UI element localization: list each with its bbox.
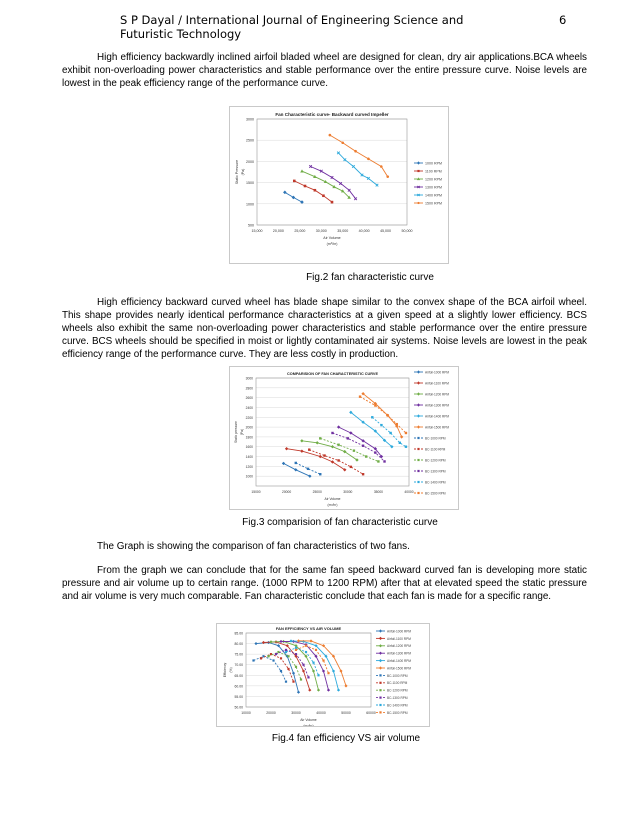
paragraph-conclusion: From the graph we can conclude that for the same fan speed backward curved fan is developing more static pressure and air volume up to certain range. (1000 RPM to 1200 RPM) after that at elevated speed the static pressure and air volume is very much comparable. Fan characteristic conclude that each fan is made for a specific range. bbox=[62, 565, 587, 602]
data-point bbox=[417, 381, 420, 384]
y-tick-label: 3000 bbox=[245, 376, 253, 381]
legend-label: Airfoil-1100 RPM bbox=[425, 381, 449, 386]
data-point bbox=[304, 185, 307, 188]
data-point bbox=[379, 682, 381, 684]
series-bc-1200-rpm bbox=[267, 651, 302, 681]
data-point bbox=[386, 175, 389, 178]
x-tick-label: 40,000 bbox=[358, 229, 370, 233]
data-point bbox=[337, 444, 339, 446]
data-point bbox=[254, 642, 257, 645]
data-point bbox=[417, 425, 420, 428]
data-point bbox=[337, 152, 340, 155]
data-point bbox=[380, 165, 383, 168]
data-point bbox=[280, 657, 282, 659]
data-point bbox=[294, 468, 297, 471]
data-point bbox=[417, 459, 419, 461]
data-point bbox=[287, 655, 289, 657]
data-point bbox=[417, 448, 419, 450]
x-tick-label: 40000 bbox=[404, 490, 414, 494]
data-point bbox=[379, 704, 381, 706]
legend-label: BC-1200 RPM bbox=[387, 688, 408, 693]
data-point bbox=[350, 466, 352, 468]
series-1400-rpm bbox=[337, 152, 378, 187]
fan-characteristic-chart bbox=[230, 107, 448, 263]
series-bc-1000-rpm bbox=[295, 462, 322, 476]
chart-title: FAN EFFICIENCY VS AIR VOLUME bbox=[275, 626, 342, 631]
data-point bbox=[287, 668, 289, 670]
data-point bbox=[322, 669, 325, 672]
data-point bbox=[337, 688, 340, 691]
data-point bbox=[300, 678, 302, 680]
data-point bbox=[302, 669, 305, 672]
legend-label: BC-1500 RPM bbox=[387, 710, 408, 715]
data-point bbox=[319, 455, 322, 458]
legend-label: BC-1000 RPM bbox=[425, 436, 446, 441]
data-point bbox=[389, 432, 391, 434]
y-axis-label: (Pa) bbox=[240, 428, 244, 436]
data-point bbox=[327, 688, 330, 691]
legend-label: 1400 RPM bbox=[425, 193, 442, 198]
x-axis-label: Air Volume bbox=[324, 497, 341, 501]
data-point bbox=[405, 446, 407, 448]
data-point bbox=[386, 414, 388, 416]
legend-label: 1200 RPM bbox=[425, 177, 442, 182]
data-point bbox=[315, 649, 317, 651]
data-point bbox=[379, 629, 382, 632]
data-point bbox=[379, 637, 382, 640]
x-tick-label: 15000 bbox=[251, 490, 261, 494]
data-point bbox=[302, 640, 305, 643]
legend-label: BC-1400 RPM bbox=[425, 480, 446, 485]
x-tick-label: 30000 bbox=[291, 711, 301, 715]
y-axis-label: (%) bbox=[229, 667, 233, 673]
page-number: 6 bbox=[559, 13, 567, 27]
x-tick-label: 40000 bbox=[316, 711, 326, 715]
series-line bbox=[299, 641, 347, 686]
y-tick-label: 1500 bbox=[246, 181, 254, 186]
y-tick-label: 1200 bbox=[245, 464, 253, 469]
chart-title: COMPARISION OF FAN CHARACTERISTIC CURVE bbox=[287, 372, 378, 376]
data-point bbox=[312, 662, 314, 664]
data-point bbox=[383, 460, 385, 462]
y-tick-label: 2800 bbox=[245, 386, 253, 391]
x-tick-label: 15,000 bbox=[251, 229, 263, 233]
y-tick-label: 1600 bbox=[245, 445, 253, 450]
data-point bbox=[396, 423, 398, 425]
data-point bbox=[379, 689, 381, 691]
data-point bbox=[344, 684, 347, 687]
x-tick-label: 60000 bbox=[366, 711, 376, 715]
data-point bbox=[307, 468, 309, 470]
y-tick-label: 2500 bbox=[246, 138, 254, 143]
x-axis-label: Air Volume bbox=[323, 236, 341, 240]
figure-4-box bbox=[216, 623, 430, 727]
figure-4-caption: Fig.4 fan efficiency VS air volume bbox=[271, 733, 421, 744]
series-airfoil-1100-rpm bbox=[285, 447, 347, 472]
series-line bbox=[338, 153, 377, 185]
data-point bbox=[322, 659, 324, 661]
legend-label: BC-1300 RPM bbox=[425, 469, 446, 474]
data-point bbox=[319, 437, 321, 439]
legend-label: Airfoil-1500 RPM bbox=[387, 666, 412, 671]
legend-label: BC-1300 RPM bbox=[387, 696, 408, 700]
x-tick-label: 25000 bbox=[312, 490, 322, 494]
data-point bbox=[295, 649, 297, 651]
legend-label: 1100 RPM bbox=[425, 169, 442, 174]
series-line bbox=[320, 438, 378, 461]
y-tick-label: 1000 bbox=[245, 474, 253, 479]
data-point bbox=[339, 669, 342, 672]
y-tick-label: 75.00 bbox=[234, 652, 243, 657]
data-point bbox=[417, 414, 420, 417]
series-airfoil-1500-rpm bbox=[361, 392, 403, 439]
y-tick-label: 2000 bbox=[245, 425, 253, 430]
data-point bbox=[297, 639, 300, 642]
x-tick-label: 25,000 bbox=[294, 229, 306, 233]
data-point bbox=[374, 451, 376, 453]
data-point bbox=[367, 158, 370, 161]
data-point bbox=[365, 455, 367, 457]
series-line bbox=[281, 642, 329, 691]
data-point bbox=[300, 449, 303, 452]
y-tick-label: 2000 bbox=[246, 159, 254, 164]
series-1000-rpm bbox=[283, 191, 304, 204]
series-line bbox=[360, 397, 406, 433]
data-point bbox=[371, 416, 373, 418]
data-point bbox=[379, 674, 381, 676]
data-point bbox=[417, 437, 419, 439]
data-point bbox=[295, 647, 297, 649]
chart-title: Fan Characteristic curve- Backward curved Impeller bbox=[275, 112, 389, 117]
data-point bbox=[361, 174, 364, 177]
figure-3-caption: Fig.3 comparision of fan characteristic curve bbox=[242, 517, 438, 528]
legend-label: BC-1100 RPM bbox=[425, 447, 446, 452]
data-point bbox=[331, 201, 334, 204]
data-point bbox=[417, 170, 419, 172]
data-point bbox=[417, 481, 419, 483]
data-point bbox=[376, 184, 379, 187]
data-point bbox=[344, 158, 347, 161]
journal-title: S P Dayal / International Journal of Engineering Science and Futuristic Technology bbox=[120, 13, 464, 41]
data-point bbox=[300, 169, 304, 172]
paragraph-backward-curved: High efficiency backward curved wheel has blade shape similar to the convex shape of the BCA airfoil wheel. This shape provides nearly identical performance characteristics at a given speed at a slightly lower efficiency. BCS wheels also exhibit the same non-overloading power characteristics and stable performance over the entire pressure curve. BCS wheels should be specified in moist or lightly contaminated air systems. Noise levels are lowest in the peak efficiency range of the performance curve. They are less costly in production. bbox=[62, 297, 587, 360]
data-point bbox=[352, 165, 355, 168]
legend-label: Airfoil-1400 RPM bbox=[387, 659, 412, 663]
data-point bbox=[302, 664, 304, 666]
data-point bbox=[319, 473, 321, 475]
data-point bbox=[331, 445, 334, 448]
x-tick-label: 20000 bbox=[266, 711, 276, 715]
legend-label: BC-1400 RPM bbox=[387, 703, 408, 708]
data-point bbox=[417, 370, 420, 373]
data-point bbox=[309, 639, 312, 642]
data-point bbox=[399, 442, 401, 444]
data-point bbox=[292, 672, 295, 675]
legend-label: Airfoil-1000 RPM bbox=[387, 629, 412, 634]
data-point bbox=[295, 653, 297, 655]
y-axis-label: Static pressure bbox=[234, 421, 238, 443]
x-tick-label: 30,000 bbox=[315, 229, 327, 233]
legend-label: BC-1500 RPM bbox=[425, 491, 446, 496]
data-point bbox=[362, 473, 364, 475]
paragraph-bca-wheels: High efficiency backwardly inclined airfoil bladed wheel are designed for clean, dry air applications.BCA wheels exhibit non-overloading power characteristics and stable performance over the entire pressure curve. Noise levels are lowest in the peak efficiency range of the performance curve. bbox=[62, 52, 587, 89]
y-tick-label: 65.00 bbox=[234, 673, 243, 678]
y-tick-label: 3000 bbox=[246, 117, 254, 122]
y-tick-label: 1800 bbox=[245, 435, 253, 440]
legend-label: Airfoil-1100 RPM bbox=[387, 636, 411, 641]
data-point bbox=[282, 462, 285, 465]
data-point bbox=[279, 640, 282, 643]
x-tick-label: 20000 bbox=[282, 490, 292, 494]
x-axis-label: Air Volume bbox=[300, 718, 317, 722]
paragraph-comparison: The Graph is showing the comparison of fan characteristics of two fans. bbox=[97, 541, 410, 552]
data-point bbox=[295, 462, 297, 464]
data-point bbox=[337, 459, 339, 461]
comparison-characteristic-chart bbox=[230, 367, 458, 509]
x-tick-label: 20,000 bbox=[272, 229, 284, 233]
data-point bbox=[417, 202, 419, 204]
legend-label: 1500 RPM bbox=[425, 201, 442, 206]
legend-label: BC-1000 RPM bbox=[387, 673, 408, 678]
data-point bbox=[322, 194, 325, 197]
data-point bbox=[305, 645, 307, 647]
x-axis-label: (m³/hr) bbox=[303, 724, 314, 726]
series-bc-1100-rpm bbox=[260, 653, 295, 683]
data-point bbox=[331, 176, 334, 179]
data-point bbox=[329, 134, 332, 137]
x-tick-label: 30000 bbox=[343, 490, 353, 494]
series-line bbox=[333, 433, 385, 462]
data-point bbox=[359, 395, 361, 397]
legend-label: Airfoil-1300 RPM bbox=[387, 651, 412, 656]
data-point bbox=[317, 688, 320, 691]
x-tick-label: 35000 bbox=[373, 490, 383, 494]
figure-3-box bbox=[229, 366, 459, 510]
figure-2-box bbox=[229, 106, 449, 264]
data-point bbox=[285, 651, 287, 653]
data-point bbox=[285, 681, 287, 683]
data-point bbox=[295, 666, 297, 668]
x-tick-label: 50,000 bbox=[401, 229, 413, 233]
data-point bbox=[314, 189, 317, 192]
x-tick-label: 50000 bbox=[341, 711, 351, 715]
series-bc-1300-rpm bbox=[331, 432, 385, 463]
data-point bbox=[308, 448, 310, 450]
y-tick-label: 80.00 bbox=[234, 642, 243, 647]
data-point bbox=[405, 432, 407, 434]
y-tick-label: 500 bbox=[248, 223, 254, 228]
plot-area bbox=[246, 633, 371, 707]
data-point bbox=[293, 180, 296, 183]
data-point bbox=[374, 404, 376, 406]
data-point bbox=[289, 639, 292, 642]
data-point bbox=[353, 449, 355, 451]
data-point bbox=[379, 711, 381, 713]
data-point bbox=[337, 425, 340, 428]
legend-label: Airfoil-1300 RPM bbox=[425, 403, 450, 408]
series-bc-1500-rpm bbox=[359, 395, 407, 434]
x-tick-label: 45,000 bbox=[380, 229, 392, 233]
y-tick-label: 1000 bbox=[246, 202, 254, 207]
data-point bbox=[417, 470, 419, 472]
data-point bbox=[285, 649, 287, 651]
data-point bbox=[252, 659, 254, 661]
data-point bbox=[354, 197, 357, 200]
legend-label: BC-1100 RPM bbox=[387, 681, 408, 686]
legend-label: Airfoil-1200 RPM bbox=[387, 644, 412, 649]
data-point bbox=[331, 432, 333, 434]
data-point bbox=[417, 492, 419, 494]
data-point bbox=[417, 392, 420, 395]
series-line bbox=[330, 135, 388, 177]
y-tick-label: 70.00 bbox=[234, 663, 243, 668]
data-point bbox=[379, 644, 382, 647]
y-tick-label: 1400 bbox=[245, 455, 253, 460]
y-axis-label: Static Pressure bbox=[235, 159, 239, 185]
y-tick-label: 50.00 bbox=[234, 705, 243, 710]
y-tick-label: 2600 bbox=[245, 396, 253, 401]
data-point bbox=[272, 659, 274, 661]
series-airfoil-1500-rpm bbox=[297, 639, 348, 687]
legend-label: Airfoil-1200 RPM bbox=[425, 392, 450, 397]
data-point bbox=[362, 445, 364, 447]
data-point bbox=[323, 454, 325, 456]
y-tick-label: 85.00 bbox=[234, 631, 243, 636]
data-point bbox=[300, 439, 303, 442]
data-point bbox=[307, 676, 309, 678]
data-point bbox=[347, 437, 349, 439]
data-point bbox=[285, 447, 288, 450]
x-axis-label: (m³/hr) bbox=[327, 503, 338, 507]
legend-label: Airfoil-1500 RPM bbox=[425, 425, 450, 430]
y-tick-label: 60.00 bbox=[234, 684, 243, 689]
data-point bbox=[308, 474, 311, 477]
series-line bbox=[254, 656, 287, 681]
y-axis-label: (Pa) bbox=[241, 168, 245, 176]
y-axis-label: Efficiency bbox=[223, 662, 227, 678]
legend-label: 1000 RPM bbox=[425, 161, 442, 166]
data-point bbox=[341, 141, 344, 144]
series-bc-1100-rpm bbox=[308, 448, 364, 475]
series-airfoil-1300-rpm bbox=[279, 640, 330, 692]
legend-label: Airfoil-1000 RPM bbox=[425, 370, 450, 375]
data-point bbox=[260, 657, 262, 659]
data-point bbox=[379, 659, 382, 662]
series-bc-1200-rpm bbox=[319, 437, 380, 462]
data-point bbox=[297, 691, 300, 694]
data-point bbox=[417, 403, 420, 406]
data-point bbox=[292, 681, 294, 683]
y-tick-label: 55.00 bbox=[234, 694, 243, 699]
data-point bbox=[316, 441, 319, 444]
data-point bbox=[312, 669, 315, 672]
figure-2-caption: Fig.2 fan characteristic curve bbox=[306, 272, 434, 283]
x-tick-label: 10000 bbox=[241, 711, 251, 715]
data-point bbox=[275, 653, 277, 655]
data-point bbox=[332, 669, 335, 672]
data-point bbox=[379, 697, 381, 699]
y-tick-label: 2400 bbox=[245, 405, 253, 410]
series-line bbox=[294, 181, 332, 202]
series-line bbox=[309, 450, 363, 475]
legend-label: BC-1200 RPM bbox=[425, 458, 446, 463]
data-point bbox=[380, 424, 382, 426]
data-point bbox=[348, 189, 351, 192]
series-line bbox=[256, 643, 299, 693]
data-point bbox=[417, 161, 420, 164]
data-point bbox=[305, 651, 307, 653]
legend-label: 1300 RPM bbox=[425, 185, 442, 190]
x-tick-label: 35,000 bbox=[337, 229, 349, 233]
data-point bbox=[354, 150, 357, 153]
legend-label: Airfoil-1400 RPM bbox=[425, 414, 450, 419]
data-point bbox=[327, 672, 329, 674]
data-point bbox=[379, 666, 382, 669]
y-tick-label: 2200 bbox=[245, 415, 253, 420]
data-point bbox=[377, 460, 379, 462]
series-line bbox=[363, 394, 402, 437]
data-point bbox=[379, 652, 382, 655]
data-point bbox=[400, 435, 403, 438]
efficiency-chart bbox=[217, 624, 429, 726]
data-point bbox=[267, 655, 269, 657]
data-point bbox=[317, 674, 319, 676]
data-point bbox=[280, 670, 282, 672]
data-point bbox=[308, 688, 311, 691]
data-point bbox=[300, 200, 304, 204]
x-axis-label: (m³/hr) bbox=[326, 242, 338, 246]
